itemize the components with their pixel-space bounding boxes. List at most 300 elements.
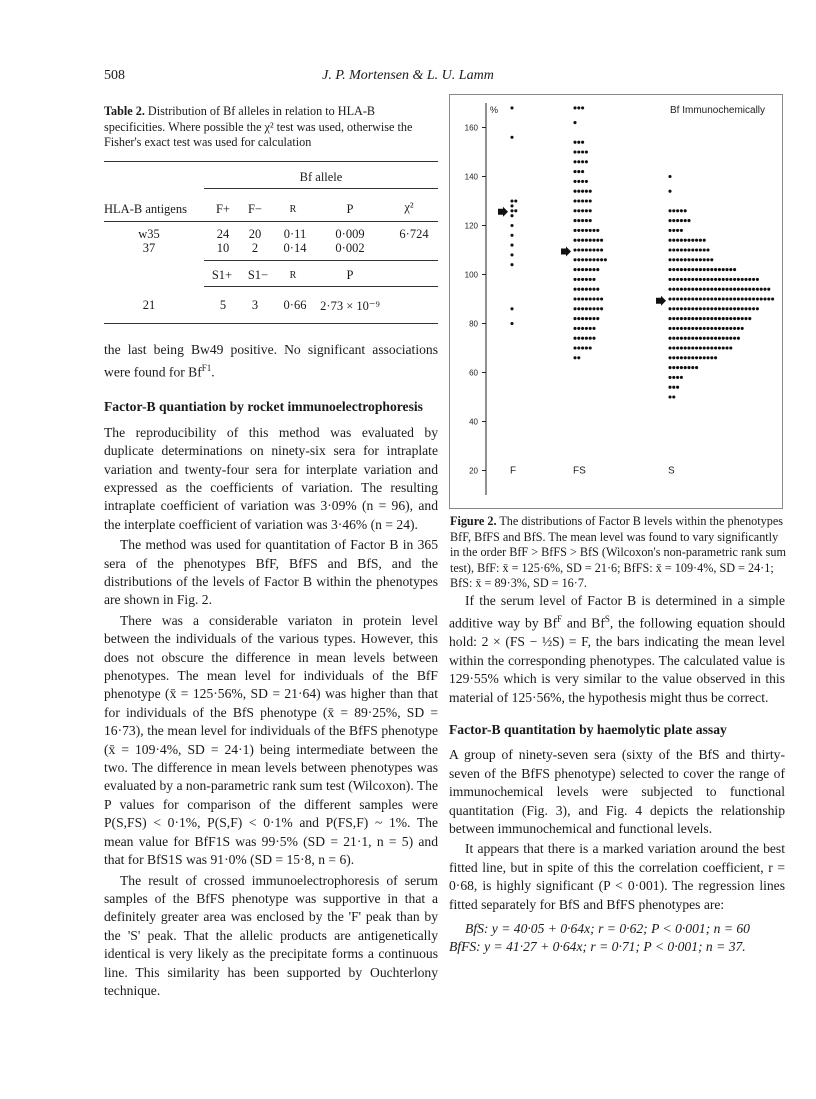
data-point-fs — [581, 209, 584, 212]
paragraph: The reproducibility of this method was evaluated by duplicate determinations on ninety-six sera for intraplate variation and twenty-four sera for interplate variation and expressed as the coefficients of variation. The resulting intraplate coefficient of variation was 3·09% (n = 96), and the interplate coefficient of variation was 3·46% (n = 24). — [104, 424, 438, 532]
data-point-f — [510, 253, 513, 256]
data-point-s — [676, 307, 679, 310]
row-p: 0·002 — [335, 241, 365, 255]
data-point-fs — [585, 327, 588, 330]
data-point-s — [680, 278, 683, 281]
data-point-fs — [573, 337, 576, 340]
data-point-s — [680, 219, 683, 222]
data-point-fs — [581, 170, 584, 173]
row-chi: 6·724 — [399, 227, 429, 241]
data-point-fs — [577, 160, 580, 163]
data-point-fs — [604, 258, 607, 261]
data-point-s — [695, 258, 698, 261]
data-point-s — [687, 327, 690, 330]
data-point-fs — [573, 209, 576, 212]
figure2-caption-label: Figure 2. — [450, 514, 497, 528]
data-point-s — [699, 297, 702, 300]
data-point-s — [672, 346, 675, 349]
y-tick-label: 160 — [464, 123, 478, 133]
data-point-s — [680, 346, 683, 349]
data-point-s — [741, 307, 744, 310]
data-point-s — [680, 307, 683, 310]
data-point-s — [744, 307, 747, 310]
data-point-s — [722, 346, 725, 349]
data-point-s — [760, 297, 763, 300]
factor-b-distribution-chart — [450, 95, 782, 508]
data-point-s — [676, 376, 679, 379]
data-point-fs — [581, 317, 584, 320]
data-point-s — [668, 346, 671, 349]
data-point-fs — [585, 239, 588, 242]
data-point-fs — [600, 307, 603, 310]
data-point-s — [672, 219, 675, 222]
paragraph: The result of crossed immunoelectrophoresis of serum samples of the BfFS phenotype was supportive in that a definitely greater area was enclosed by the 'F' peak than by the 'S' peak. That the allelic products are antigenetically identical is very likely as the precipitate forms a continuous line. This similarity has been supported by Ouchterlony technique. — [104, 872, 438, 998]
data-point-s — [706, 327, 709, 330]
data-point-fs — [577, 327, 580, 330]
data-point-fs — [600, 248, 603, 251]
data-point-s — [672, 229, 675, 232]
data-point-s — [672, 337, 675, 340]
data-point-fs — [596, 239, 599, 242]
data-point-f — [510, 214, 513, 217]
data-point-fs — [573, 106, 576, 109]
data-point-s — [668, 209, 671, 212]
data-point-s — [668, 219, 671, 222]
data-point-s — [714, 337, 717, 340]
data-point-fs — [581, 278, 584, 281]
col-header-f-minus: F− — [247, 202, 262, 216]
data-point-fs — [589, 278, 592, 281]
data-point-s — [733, 268, 736, 271]
data-point-s — [744, 297, 747, 300]
data-point-s — [748, 297, 751, 300]
data-point-fs — [573, 180, 576, 183]
data-point-fs — [585, 219, 588, 222]
data-point-s — [680, 229, 683, 232]
data-point-s — [672, 376, 675, 379]
data-point-s — [668, 307, 671, 310]
data-point-fs — [585, 297, 588, 300]
data-point-s — [710, 297, 713, 300]
data-point-fs — [577, 190, 580, 193]
y-axis-label: % — [490, 105, 499, 115]
data-point-fs — [577, 337, 580, 340]
data-point-s — [725, 297, 728, 300]
data-point-s — [729, 346, 732, 349]
data-point-s — [729, 307, 732, 310]
data-point-s — [676, 278, 679, 281]
data-point-s — [756, 278, 759, 281]
data-point-s — [729, 327, 732, 330]
data-point-fs — [577, 150, 580, 153]
figure2-caption — [450, 514, 790, 592]
data-point-s — [684, 278, 687, 281]
data-point-s — [684, 366, 687, 369]
data-point-fs — [596, 229, 599, 232]
paragraph: There was a considerable variaton in protein level between the individuals of the various types. However, this does not obscure the difference in mean levels between phenotypes. The mean level for individuals of the BfF phenotype (x̄ = 125·56%, SD = 21·64) was higher than that for individuals of the BfS phenotype (x̄ = 89·25%, SD = 16·73), the mean level for individuals of the BfFS phenotype (x̄ = 109·4%, SD = 24·1) being intermediate between the two. The difference in mean levels between phenotypes was evaluated by a non-parametric rank sum test (Wilcoxon). The P values for comparison of the different samples were P(S,FS) < 0·1%, P(S,F) < 0·1% and P(FS,F) ~ 1%. The mean value for BfF1S was 99·5% (SD = 21·1, n = 5) and that for BfS1S was 91·0% (SD = 15·8, n = 6). — [104, 612, 439, 868]
data-point-fs — [577, 199, 580, 202]
paragraph-text: and Bf — [562, 615, 605, 631]
data-point-s — [695, 317, 698, 320]
heading-rocket-immunoelectrophoresis: Factor-B quantiation by rocket immunoelectrophoresis — [104, 399, 423, 415]
data-point-fs — [581, 297, 584, 300]
data-point-s — [684, 239, 687, 242]
data-point-fs — [589, 229, 592, 232]
data-point-s — [672, 366, 675, 369]
data-point-s — [687, 219, 690, 222]
data-point-s — [718, 317, 721, 320]
data-point-s — [706, 268, 709, 271]
data-point-s — [703, 288, 706, 291]
data-point-fs — [592, 337, 595, 340]
data-point-fs — [581, 141, 584, 144]
table2-group-header: Bf allele — [299, 170, 343, 184]
data-point-s — [706, 278, 709, 281]
data-point-fs — [581, 160, 584, 163]
data-point-s — [703, 248, 706, 251]
data-point-fs — [589, 258, 592, 261]
data-point-fs — [573, 199, 576, 202]
data-point-s — [748, 288, 751, 291]
table2-caption-text: Distribution of Bf alleles in relation to HLA-B specificities. Where possible the χ² test was used, otherwise the Fisher's exact test was used for calculation — [104, 104, 413, 149]
data-point-s — [668, 288, 671, 291]
page-number: 508 — [104, 68, 125, 83]
data-point-s — [672, 209, 675, 212]
data-point-f — [510, 209, 513, 212]
data-point-fs — [585, 150, 588, 153]
regression-equation-bfs: BfS: y = 40·05 + 0·64x; r = 0·62; P < 0·001; n = 60 — [465, 921, 750, 937]
data-point-s — [672, 307, 675, 310]
data-point-fs — [596, 258, 599, 261]
data-point-fs — [581, 307, 584, 310]
data-point-fs — [581, 190, 584, 193]
data-point-s — [718, 307, 721, 310]
data-point-s — [706, 297, 709, 300]
data-point-s — [684, 356, 687, 359]
data-point-s — [737, 278, 740, 281]
data-point-s — [741, 317, 744, 320]
data-point-s — [710, 317, 713, 320]
data-point-f — [510, 106, 513, 109]
col-header-r: R — [289, 270, 297, 281]
data-point-s — [699, 248, 702, 251]
data-point-s — [672, 395, 675, 398]
data-point-s — [695, 307, 698, 310]
data-point-s — [710, 337, 713, 340]
data-point-fs — [573, 278, 576, 281]
data-point-fs — [581, 346, 584, 349]
data-point-s — [676, 248, 679, 251]
data-point-s — [737, 288, 740, 291]
col-header-r: R — [289, 204, 297, 215]
paragraph: It appears that there is a marked variation around the best fitted line, but in spite of this the correlation coefficient, r = 0·68, is highly significant (P < 0·001). The regression lines fitted separately for BfS and BfFS phenotypes are: — [449, 841, 785, 912]
y-tick-label: 60 — [469, 368, 478, 378]
data-point-s — [737, 297, 740, 300]
data-point-s — [733, 327, 736, 330]
data-point-s — [672, 258, 675, 261]
category-label-fs: FS — [573, 465, 586, 477]
data-point-fs — [585, 307, 588, 310]
data-point-fs — [589, 297, 592, 300]
table-top-rule — [104, 161, 438, 162]
row-r: 0·14 — [283, 241, 307, 255]
data-point-f — [510, 322, 513, 325]
row-s1-plus: 5 — [219, 298, 227, 312]
data-point-s — [668, 190, 671, 193]
data-point-s — [691, 278, 694, 281]
y-tick-label: 80 — [469, 319, 478, 329]
data-point-s — [676, 239, 679, 242]
data-point-fs — [596, 288, 599, 291]
data-point-fs — [577, 248, 580, 251]
data-point-fs — [585, 229, 588, 232]
paragraph-text: If the serum level of Factor B is determined in a simple additive way by Bf — [449, 593, 785, 631]
data-point-fs — [592, 268, 595, 271]
data-point-fs — [573, 307, 576, 310]
data-point-s — [695, 356, 698, 359]
data-point-s — [668, 317, 671, 320]
data-point-s — [706, 248, 709, 251]
data-point-s — [687, 258, 690, 261]
data-point-fs — [577, 141, 580, 144]
data-point-s — [748, 278, 751, 281]
data-point-s — [699, 268, 702, 271]
data-point-f — [510, 307, 513, 310]
row-f-minus: 2 — [251, 241, 259, 255]
data-point-s — [725, 288, 728, 291]
data-point-s — [668, 356, 671, 359]
data-point-s — [714, 297, 717, 300]
data-point-s — [676, 288, 679, 291]
paragraph: A group of ninety-seven sera (sixty of the BfS and thirty-seven of the BfFS phenotype) selected to cover the range of immunochemical levels were subjected to functional quantitation (Fig. 3), and Fig. 4 depicts the relationship between immunochemical and functional levels. — [449, 747, 785, 836]
data-point-s — [729, 268, 732, 271]
data-point-fs — [577, 239, 580, 242]
data-point-s — [718, 327, 721, 330]
data-point-s — [680, 327, 683, 330]
data-point-fs — [585, 268, 588, 271]
data-point-fs — [596, 307, 599, 310]
data-point-s — [718, 337, 721, 340]
row-p: 0·009 — [335, 227, 365, 241]
data-point-fs — [592, 297, 595, 300]
data-point-s — [680, 209, 683, 212]
data-point-s — [699, 327, 702, 330]
data-point-s — [699, 288, 702, 291]
data-point-s — [733, 337, 736, 340]
data-point-fs — [596, 248, 599, 251]
data-point-fs — [585, 190, 588, 193]
data-point-fs — [573, 229, 576, 232]
data-point-fs — [581, 180, 584, 183]
paragraph: The method was used for quantitation of Factor B in 365 sera of the phenotypes BfF, BfFS and BfS, and the distributions of the levels of Factor B within the phenotypes are shown in Fig. 2. — [104, 537, 438, 608]
data-point-fs — [592, 327, 595, 330]
data-point-s — [691, 239, 694, 242]
data-point-fs — [581, 229, 584, 232]
data-point-fs — [573, 317, 576, 320]
data-point-s — [687, 278, 690, 281]
regression-equation-bffs: BfFS: y = 41·27 + 0·64x; r = 0·71; P < 0·001; n = 37. — [449, 939, 746, 955]
row-f-minus: 20 — [248, 227, 262, 241]
data-point-fs — [581, 258, 584, 261]
data-point-s — [741, 288, 744, 291]
data-point-s — [680, 288, 683, 291]
data-point-s — [676, 268, 679, 271]
data-point-fs — [577, 209, 580, 212]
data-point-fs — [573, 297, 576, 300]
data-point-f — [510, 224, 513, 227]
data-point-s — [706, 317, 709, 320]
data-point-fs — [573, 268, 576, 271]
data-point-s — [703, 297, 706, 300]
data-point-s — [668, 395, 671, 398]
data-point-s — [680, 248, 683, 251]
data-point-s — [752, 288, 755, 291]
table2-sub-rule — [204, 286, 438, 287]
data-point-fs — [577, 180, 580, 183]
data-point-fs — [581, 106, 584, 109]
data-point-s — [676, 229, 679, 232]
data-point-fs — [577, 106, 580, 109]
data-point-s — [691, 307, 694, 310]
data-point-s — [725, 346, 728, 349]
data-point-s — [676, 209, 679, 212]
row-r: 0·66 — [283, 298, 307, 312]
data-point-s — [710, 346, 713, 349]
data-point-fs — [573, 121, 576, 124]
data-point-fs — [600, 297, 603, 300]
data-point-s — [695, 346, 698, 349]
data-point-s — [722, 278, 725, 281]
data-point-fs — [592, 229, 595, 232]
data-point-fs — [585, 160, 588, 163]
data-point-fs — [592, 317, 595, 320]
data-point-s — [695, 278, 698, 281]
table-bottom-rule — [104, 323, 438, 324]
data-point-s — [680, 366, 683, 369]
data-point-s — [676, 356, 679, 359]
data-point-s — [668, 239, 671, 242]
col-header-p: P — [346, 268, 354, 282]
data-point-s — [699, 346, 702, 349]
data-point-fs — [573, 327, 576, 330]
data-point-s — [703, 356, 706, 359]
data-point-fs — [577, 170, 580, 173]
figure2-caption-text: The distributions of Factor B levels within the phenotypes BfF, BfFS and BfS. The mean level was found to vary significantly in the order BfF > BfFS > BfS (Wilcoxon's non-parametric rank sum test), BfF: x̄ = 125·6%, SD = 21·6; BfFS: x̄ = 109·4%, SD = 24·1; BfS: x̄ = 89·3%, SD = 16·7. — [450, 514, 787, 590]
data-point-s — [695, 366, 698, 369]
data-point-s — [733, 307, 736, 310]
category-label-s: S — [668, 465, 675, 477]
data-point-fs — [585, 180, 588, 183]
data-point-s — [710, 278, 713, 281]
data-point-s — [691, 327, 694, 330]
data-point-f — [510, 204, 513, 207]
data-point-fs — [589, 219, 592, 222]
data-point-s — [668, 278, 671, 281]
data-point-s — [718, 278, 721, 281]
data-point-s — [687, 239, 690, 242]
data-point-s — [729, 337, 732, 340]
intro-end: . — [211, 364, 215, 380]
chart-title: Bf Immunochemically — [670, 104, 766, 116]
data-point-s — [684, 337, 687, 340]
table2-header-rule — [104, 221, 438, 222]
data-point-fs — [573, 160, 576, 163]
mean-marker-s — [656, 296, 666, 306]
data-point-s — [703, 327, 706, 330]
data-point-fs — [573, 239, 576, 242]
data-point-fs — [577, 219, 580, 222]
table2-caption-label: Table 2. — [104, 104, 145, 118]
data-point-s — [699, 337, 702, 340]
data-point-s — [703, 278, 706, 281]
data-point-s — [706, 288, 709, 291]
data-point-s — [752, 297, 755, 300]
data-point-s — [684, 307, 687, 310]
data-point-s — [687, 297, 690, 300]
data-point-fs — [585, 248, 588, 251]
data-point-s — [725, 327, 728, 330]
data-point-s — [733, 278, 736, 281]
data-point-fs — [581, 327, 584, 330]
row-s1-minus: 3 — [251, 298, 259, 312]
data-point-fs — [577, 356, 580, 359]
data-point-s — [703, 337, 706, 340]
data-point-s — [741, 327, 744, 330]
data-point-fs — [589, 199, 592, 202]
data-point-s — [691, 337, 694, 340]
data-point-s — [668, 327, 671, 330]
data-point-s — [737, 307, 740, 310]
right-column — [449, 592, 785, 957]
data-point-s — [680, 376, 683, 379]
data-point-s — [687, 268, 690, 271]
data-point-s — [672, 356, 675, 359]
data-point-fs — [596, 297, 599, 300]
data-point-s — [722, 268, 725, 271]
data-point-s — [710, 288, 713, 291]
data-point-s — [668, 248, 671, 251]
data-point-s — [668, 175, 671, 178]
data-point-s — [714, 356, 717, 359]
data-point-s — [718, 297, 721, 300]
data-point-s — [676, 346, 679, 349]
row-antigen: w35 — [138, 227, 160, 241]
data-point-s — [699, 356, 702, 359]
data-point-s — [737, 327, 740, 330]
data-point-f — [510, 136, 513, 139]
data-point-fs — [592, 239, 595, 242]
data-point-fs — [585, 337, 588, 340]
data-point-s — [695, 239, 698, 242]
data-point-fs — [577, 268, 580, 271]
row-r: 0·11 — [283, 227, 307, 241]
data-point-fs — [589, 346, 592, 349]
data-point-s — [695, 297, 698, 300]
data-point-s — [733, 317, 736, 320]
data-point-s — [684, 346, 687, 349]
data-point-fs — [596, 268, 599, 271]
y-tick-label: 100 — [464, 270, 478, 280]
data-point-s — [722, 288, 725, 291]
y-tick-label: 140 — [464, 172, 478, 182]
data-point-s — [722, 307, 725, 310]
data-point-fs — [577, 278, 580, 281]
data-point-fs — [592, 307, 595, 310]
data-point-f — [510, 263, 513, 266]
table2-mid-rule — [204, 260, 438, 261]
data-point-s — [668, 268, 671, 271]
data-point-fs — [589, 307, 592, 310]
